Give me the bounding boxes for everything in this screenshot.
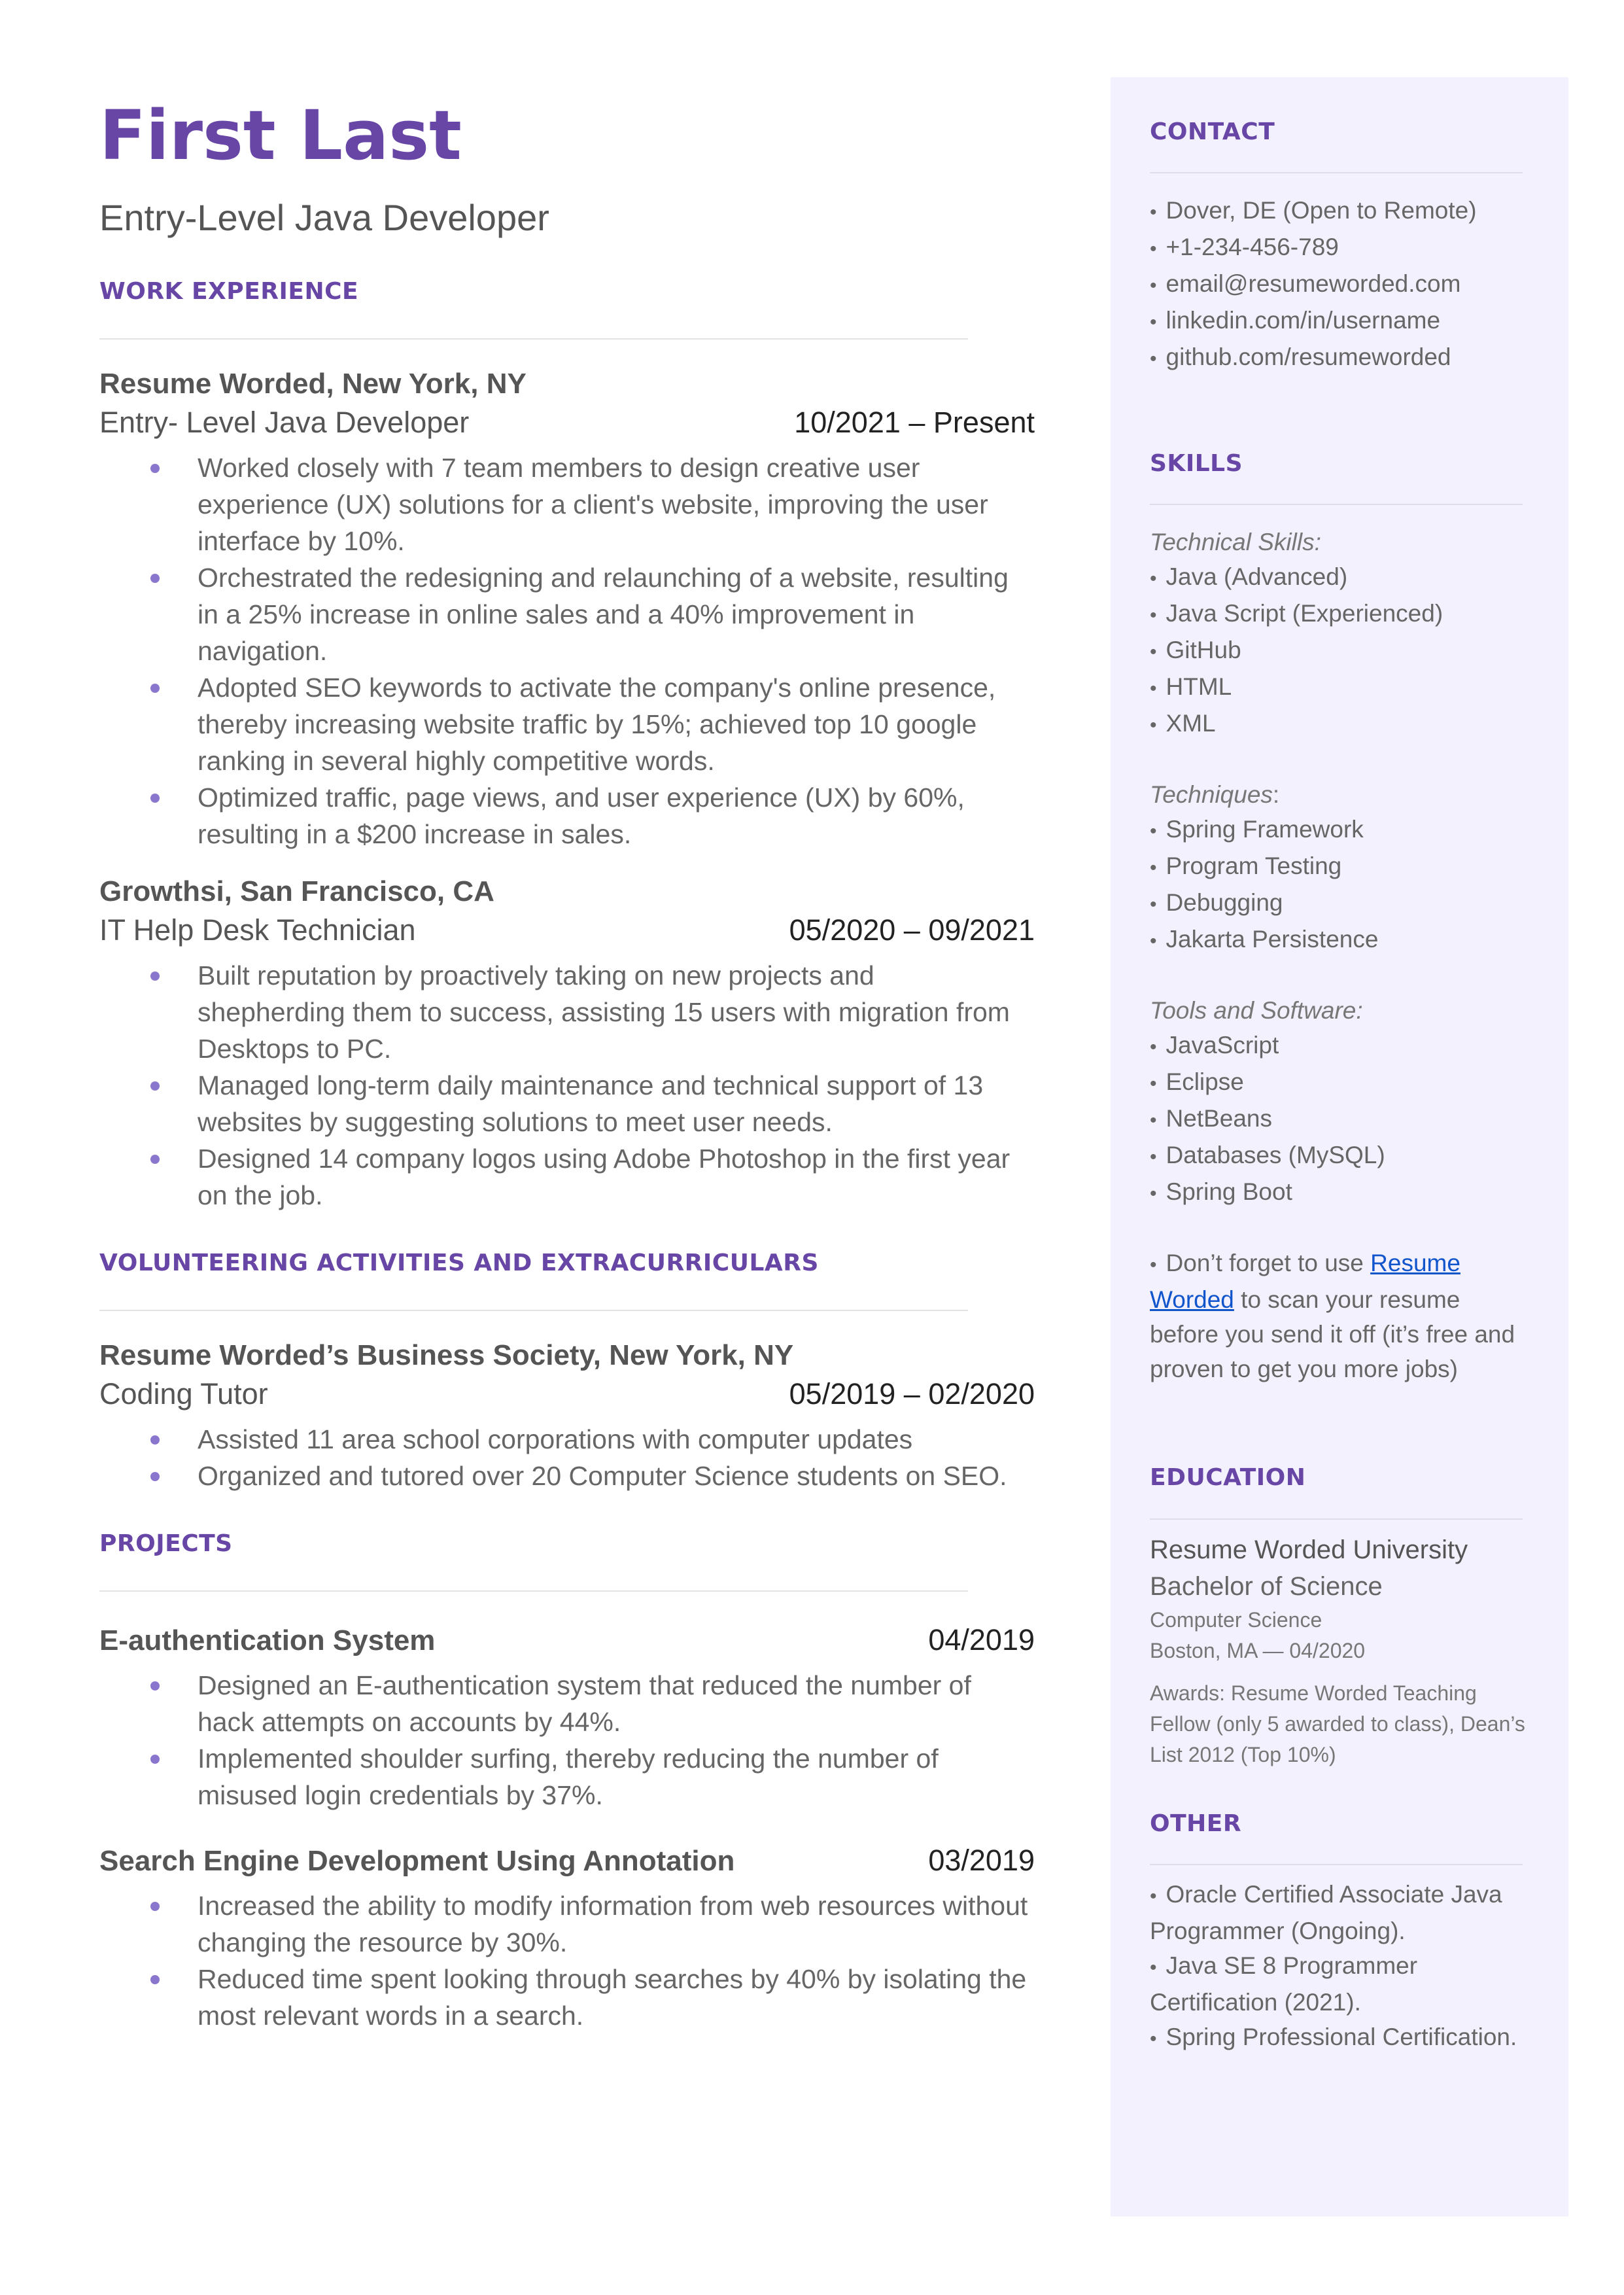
- bullet-dot-icon: •: [1150, 1885, 1157, 1907]
- contact-divider: [1150, 172, 1523, 173]
- contact-list: [1150, 193, 1529, 376]
- contact-phone: • +1-234-456-789: [1150, 234, 1339, 261]
- bullet-dot-icon: [150, 574, 160, 583]
- education-degree: Bachelor of Science: [1150, 1571, 1383, 1601]
- bullet-dot-icon: •: [1150, 1956, 1157, 1978]
- bullet-dot-icon: •: [1150, 568, 1157, 590]
- bullet-dot-icon: [150, 1435, 160, 1445]
- bullet-dot-icon: [150, 1681, 160, 1691]
- bullet-dot-icon: •: [1150, 604, 1157, 627]
- job-company: Growthsi, San Francisco, CA: [99, 875, 494, 907]
- skill-item: • NetBeans: [1150, 1105, 1273, 1132]
- bullet-item: Implemented shoulder surfing, thereby reducing the number of misused login credentials by 37%.: [99, 1740, 1028, 1813]
- bullet-dot-icon: •: [1150, 348, 1157, 370]
- skill-item: • Databases (MySQL): [1150, 1142, 1385, 1169]
- bullet-dot-icon: [150, 1155, 160, 1164]
- job-bullets: [99, 957, 1035, 1214]
- job-company: Resume Worded, New York, NY: [99, 368, 527, 400]
- volunteer-bullets: [99, 1421, 1035, 1494]
- education-major: Computer Science: [1150, 1607, 1322, 1632]
- skill-item: • XML: [1150, 710, 1216, 737]
- bullet-item: Increased the ability to modify information from web resources without changing the resource by 30%.: [99, 1887, 1028, 1961]
- other-divider: [1150, 1864, 1523, 1865]
- contact-linkedin[interactable]: • linkedin.com/in/username: [1150, 307, 1441, 334]
- skills-divider: [1150, 504, 1523, 505]
- skill-item: • GitHub: [1150, 637, 1241, 664]
- bullet-dot-icon: [150, 1472, 160, 1481]
- volunteering-heading: VOLUNTEERING ACTIVITIES AND EXTRACURRICULARS: [99, 1249, 819, 1276]
- bullet-dot-icon: [150, 1902, 160, 1911]
- skill-item: • Eclipse: [1150, 1068, 1244, 1096]
- project-name: E-authentication System: [99, 1624, 436, 1656]
- projects-heading: PROJECTS: [99, 1530, 233, 1557]
- bullet-dot-icon: •: [1150, 641, 1157, 663]
- job-title: IT Help Desk Technician: [99, 913, 416, 947]
- contact-location: • Dover, DE (Open to Remote): [1150, 197, 1477, 224]
- techniques-list: [1150, 812, 1529, 958]
- bullet-dot-icon: •: [1150, 1254, 1157, 1276]
- bullet-dot-icon: [150, 972, 160, 981]
- skill-item: • Program Testing: [1150, 852, 1342, 880]
- bullet-item: Optimized traffic, page views, and user experience (UX) by 60%, resulting in a $200 increase in sales.: [99, 779, 1028, 852]
- bullet-dot-icon: •: [1150, 275, 1157, 297]
- bullet-dot-icon: [150, 684, 160, 693]
- bullet-dot-icon: •: [1150, 820, 1157, 843]
- job-title: Entry- Level Java Developer: [99, 405, 470, 439]
- education-location-date: Boston, MA — 04/2020: [1150, 1638, 1366, 1662]
- volunteer-role-row: [99, 1373, 1035, 1414]
- bullet-dot-icon: •: [1150, 714, 1157, 737]
- job-entry: [99, 875, 1035, 1214]
- bullet-dot-icon: •: [1150, 1036, 1157, 1059]
- skill-item: • Spring Boot: [1150, 1178, 1292, 1206]
- project-entry: [99, 1840, 1035, 2034]
- education-awards: Awards: Resume Worded Teaching Fellow (only 5 awarded to class), Dean’s List 2012 (Top 10%): [1150, 1681, 1525, 1766]
- job-date: 10/2021 – Present: [794, 405, 1035, 439]
- bullet-item: Organized and tutored over 20 Computer Science students on SEO.: [99, 1458, 1028, 1494]
- contact-heading: CONTACT: [1150, 118, 1275, 145]
- techniques-label: Techniques:: [1150, 781, 1280, 809]
- project-date: 04/2019: [928, 1622, 1035, 1656]
- skill-item: • Debugging: [1150, 889, 1283, 917]
- job-title-row: [99, 402, 1035, 443]
- skill-item: • Spring Framework: [1150, 816, 1364, 843]
- candidate-role: Entry-Level Java Developer: [99, 197, 549, 239]
- project-title-row: [99, 1840, 1035, 1881]
- bullet-item: Designed an E-authentication system that reduced the number of hack attempts on accounts by 44%.: [99, 1667, 1028, 1740]
- skills-heading: SKILLS: [1150, 450, 1243, 478]
- sidebar-content: [1150, 77, 1529, 2056]
- bullet-dot-icon: •: [1150, 201, 1157, 224]
- bullet-dot-icon: [150, 464, 160, 473]
- candidate-name: First Last: [99, 96, 462, 175]
- work-divider: [99, 338, 968, 340]
- skill-item: • Java (Advanced): [1150, 563, 1348, 591]
- other-heading: OTHER: [1150, 1810, 1242, 1837]
- bullet-dot-icon: •: [1150, 2027, 1157, 2050]
- other-item: • Spring Professional Certification.: [1150, 2023, 1517, 2050]
- bullet-item: Built reputation by proactively taking on new projects and shepherding them to success, assisting 15 users with migration from Desktops to PC.: [99, 957, 1028, 1067]
- bullet-dot-icon: [150, 1975, 160, 1984]
- bullet-item: Assisted 11 area school corporations with computer updates: [99, 1421, 1028, 1458]
- projects-divider: [99, 1590, 968, 1592]
- job-title-row: [99, 909, 1035, 951]
- bullet-dot-icon: [150, 794, 160, 803]
- bullet-dot-icon: •: [1150, 238, 1157, 260]
- volunteer-role: Coding Tutor: [99, 1376, 268, 1410]
- education-heading: EDUCATION: [1150, 1464, 1306, 1492]
- project-bullets: [99, 1667, 1035, 1813]
- project-title-row: [99, 1619, 1035, 1660]
- bullet-dot-icon: [150, 1081, 160, 1091]
- bullet-dot-icon: •: [1150, 1110, 1157, 1132]
- project-name: Search Engine Development Using Annotation: [99, 1844, 735, 1877]
- bullet-dot-icon: •: [1150, 930, 1157, 953]
- resume-worded-link[interactable]: Resume Worded: [1150, 1250, 1460, 1314]
- bullet-item: Managed long-term daily maintenance and technical support of 13 websites by suggesting solutions to meet user needs.: [99, 1067, 1028, 1140]
- volunteer-organization: Resume Worded’s Business Society, New York, NY: [99, 1339, 794, 1371]
- main-column: [99, 98, 1035, 2034]
- resume-worded-tip: • Don’t forget to use Resume Worded to scan your resume before you send it off (it’s free and proven to get you more jobs): [1150, 1250, 1515, 1383]
- bullet-dot-icon: •: [1150, 678, 1157, 700]
- skill-item: • JavaScript: [1150, 1032, 1279, 1059]
- bullet-dot-icon: [150, 1755, 160, 1764]
- education-divider: [1150, 1518, 1523, 1520]
- bullet-item: Orchestrated the redesigning and relaunching of a website, resulting in a 25% increase in online sales and a 40% improvement in navigation.: [99, 559, 1028, 669]
- job-entry: [99, 367, 1035, 852]
- work-experience-heading: WORK EXPERIENCE: [99, 277, 359, 305]
- other-list: [1150, 1877, 1529, 2056]
- tools-label: Tools and Software:: [1150, 997, 1363, 1025]
- bullet-dot-icon: •: [1150, 1146, 1157, 1168]
- contact-email[interactable]: • email@resumeworded.com: [1150, 270, 1461, 298]
- bullet-dot-icon: •: [1150, 857, 1157, 879]
- education-school: Resume Worded University: [1150, 1535, 1468, 1564]
- volunteering-divider: [99, 1310, 968, 1311]
- job-bullets: [99, 449, 1035, 852]
- bullet-dot-icon: •: [1150, 1073, 1157, 1095]
- project-date: 03/2019: [928, 1843, 1035, 1877]
- volunteer-entry: [99, 1339, 1035, 1494]
- bullet-item: Worked closely with 7 team members to design creative user experience (UX) solutions for a client's website, improving the user interface by 10%.: [99, 449, 1028, 559]
- bullet-dot-icon: •: [1150, 311, 1157, 334]
- other-item: • Oracle Certified Associate Java Programmer (Ongoing).: [1150, 1880, 1502, 1944]
- technical-skills-list: [1150, 559, 1529, 743]
- skill-item: • Jakarta Persistence: [1150, 926, 1379, 953]
- other-item: • Java SE 8 Programmer Certification (2021).: [1150, 1952, 1418, 2016]
- sidebar: [1111, 77, 1568, 2216]
- bullet-item: Adopted SEO keywords to activate the company's online presence, thereby increasing website traffic by 15%; achieved top 10 google ranking in several highly competitive words.: [99, 669, 1028, 779]
- bullet-dot-icon: •: [1150, 894, 1157, 916]
- project-bullets: [99, 1887, 1035, 2034]
- technical-skills-label: Technical Skills:: [1150, 529, 1321, 556]
- tools-list: [1150, 1028, 1529, 1211]
- skill-item: • HTML: [1150, 673, 1232, 701]
- volunteer-date: 05/2019 – 02/2020: [789, 1376, 1035, 1410]
- job-date: 05/2020 – 09/2021: [789, 913, 1035, 947]
- bullet-item: Designed 14 company logos using Adobe Photoshop in the first year on the job.: [99, 1140, 1028, 1214]
- bullet-dot-icon: •: [1150, 1183, 1157, 1205]
- skill-item: • Java Script (Experienced): [1150, 600, 1443, 627]
- bullet-item: Reduced time spent looking through searches by 40% by isolating the most relevant words in a search.: [99, 1961, 1028, 2034]
- contact-github[interactable]: • github.com/resumeworded: [1150, 343, 1451, 371]
- project-entry: [99, 1619, 1035, 1813]
